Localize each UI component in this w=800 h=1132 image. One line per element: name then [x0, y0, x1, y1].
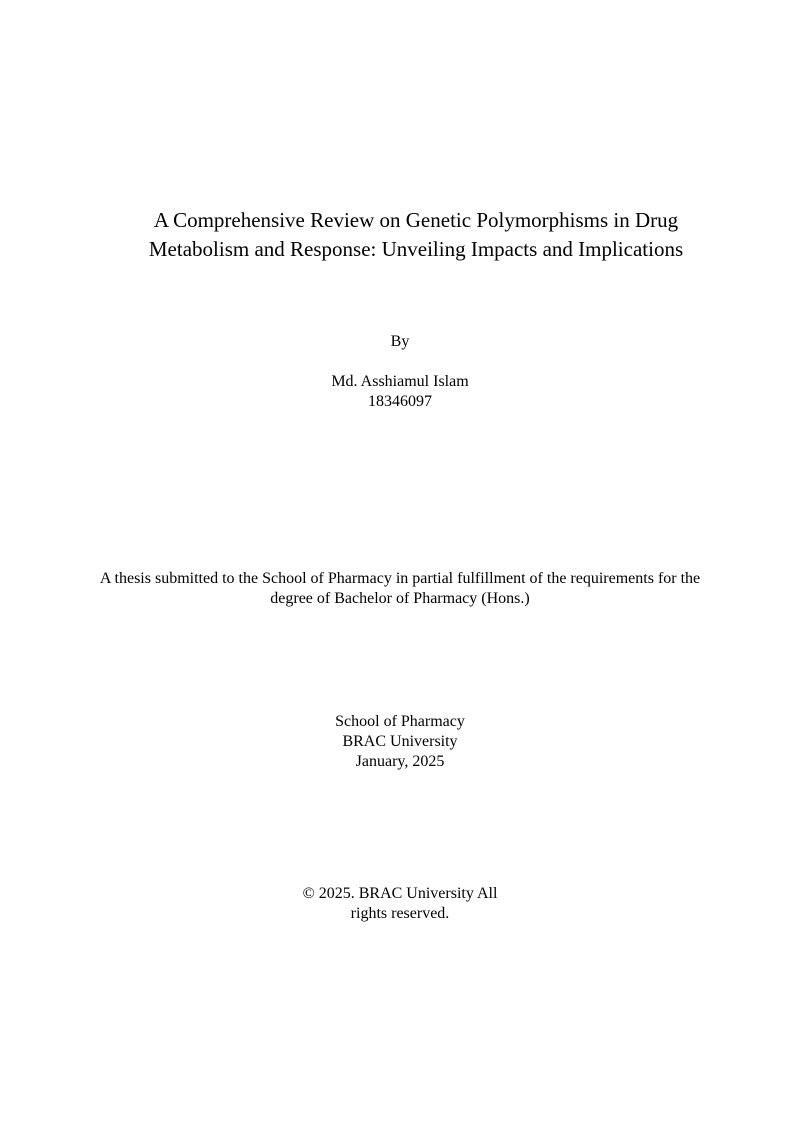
copyright-line-1: © 2025. BRAC University All	[302, 885, 498, 902]
thesis-title-line-1: A Comprehensive Review on Genetic Polymorphisms in Drug	[153, 208, 679, 232]
university-name: BRAC University	[342, 733, 458, 750]
by-label: By	[390, 333, 410, 350]
author-name: Md. Asshiamul Islam	[331, 373, 469, 390]
thesis-title-line-2: Metabolism and Response: Unveiling Impacts and Implications	[148, 237, 684, 261]
copyright-line-2: rights reserved.	[350, 905, 450, 922]
submission-statement-line-1: A thesis submitted to the School of Pharmacy in partial fulfillment of the requirements for the	[99, 570, 701, 587]
institution-block	[0, 712, 800, 772]
submission-date: January, 2025	[355, 753, 445, 770]
submission-statement	[0, 569, 800, 609]
thesis-title	[16, 206, 800, 264]
submission-statement-line-2: degree of Bachelor of Pharmacy (Hons.)	[270, 590, 530, 607]
copyright-notice	[0, 884, 800, 924]
school-name: School of Pharmacy	[335, 713, 465, 730]
student-id: 18346097	[368, 393, 432, 410]
author-block	[0, 372, 800, 412]
